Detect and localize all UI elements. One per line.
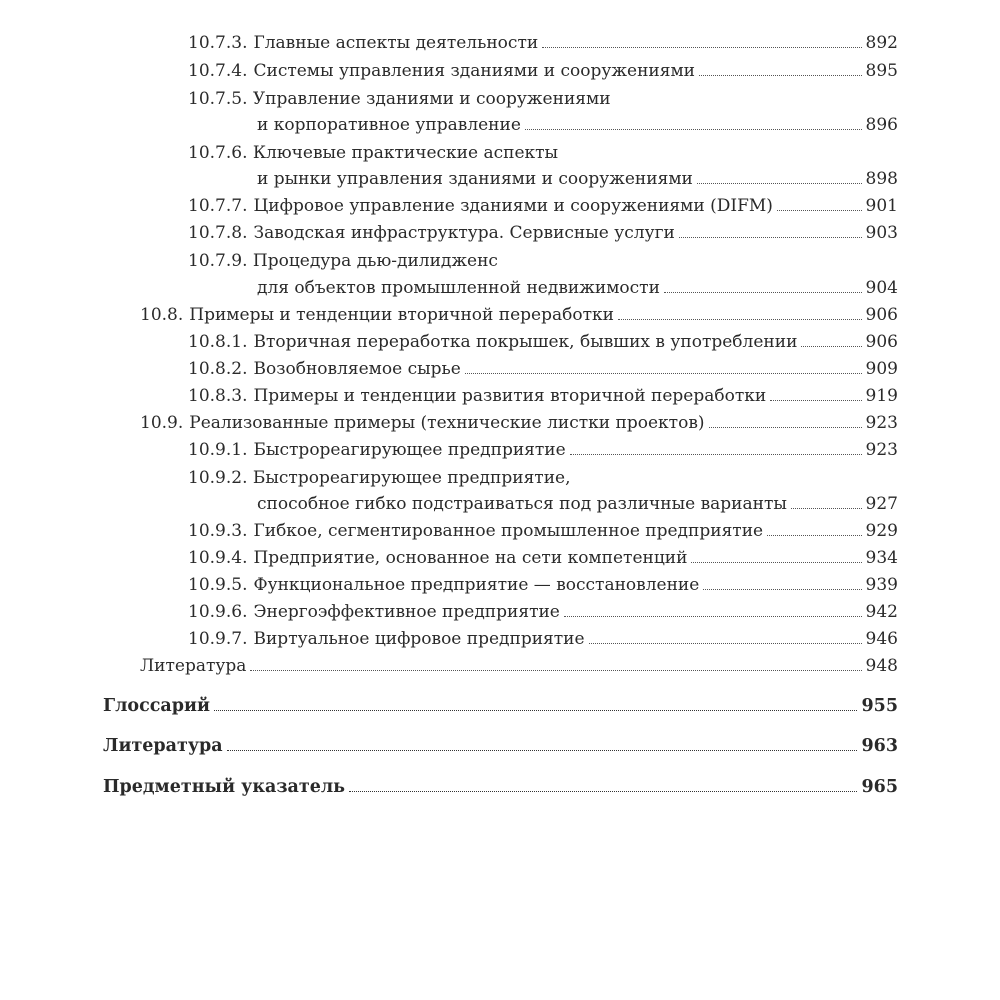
section-title: Ключевые практические аспекты <box>252 143 559 163</box>
section-number: 10.8.2. <box>188 359 248 379</box>
dot-leader <box>770 400 861 401</box>
page-number: 939 <box>865 575 898 595</box>
page-number: 895 <box>865 61 898 81</box>
section-title: Системы управления зданиями и сооружениями <box>253 61 696 81</box>
dot-leader <box>697 183 862 184</box>
dot-leader <box>709 427 862 428</box>
page-number: 948 <box>865 656 898 676</box>
page-number: 934 <box>865 548 898 568</box>
toc-entry-10-9-1[interactable] <box>188 439 898 461</box>
section-title: Быстрореагирующее предприятие, <box>252 468 571 488</box>
page-number: 929 <box>865 521 898 541</box>
toc-entry-10-7-8[interactable] <box>188 222 898 244</box>
section-title: Возобновляемое сырье <box>253 359 461 379</box>
section-number: 10.9.7. <box>188 629 248 649</box>
toc-entry-10-9-5[interactable] <box>188 574 898 596</box>
dot-leader <box>699 75 862 76</box>
section-title: Примеры и тенденции развития вторичной переработки <box>253 386 767 406</box>
toc-entry-10-9-7[interactable] <box>188 628 898 650</box>
toc-entry-literature[interactable] <box>103 735 898 757</box>
toc-entry-10-9-3[interactable] <box>188 520 898 542</box>
page-number: 923 <box>865 440 898 460</box>
section-number: 10.9. <box>140 413 184 433</box>
section-title: Заводская инфраструктура. Сервисные услуги <box>253 223 675 243</box>
dot-leader <box>691 562 861 563</box>
section-title: Предприятие, основанное на сети компетенций <box>253 548 688 568</box>
toc-entry-10-8-3[interactable] <box>188 385 898 407</box>
section-number: 10.9.5. <box>188 575 248 595</box>
section-title: Глоссарий <box>103 696 210 716</box>
dot-leader <box>767 535 861 536</box>
page-number: 898 <box>865 169 898 189</box>
section-title: Вторичная переработка покрышек, бывших в употреблении <box>253 332 798 352</box>
page-number: 946 <box>865 629 898 649</box>
page-number: 896 <box>865 115 898 135</box>
page-number: 963 <box>861 736 898 756</box>
section-title: Управление зданиями и сооружениями <box>252 89 611 109</box>
section-number: 10.7.5. <box>188 89 248 109</box>
toc-entry-glossary[interactable] <box>103 695 898 717</box>
dot-leader <box>525 129 862 130</box>
section-number: 10.7.6. <box>188 143 248 163</box>
dot-leader <box>465 373 862 374</box>
section-number: 10.7.3. <box>188 33 248 53</box>
dot-leader <box>679 237 862 238</box>
section-number: 10.7.9. <box>188 251 248 271</box>
section-number: 10.7.8. <box>188 223 248 243</box>
toc-entry-10-7-6[interactable] <box>257 168 898 190</box>
toc-entry-10-7-9[interactable] <box>257 277 898 299</box>
dot-leader <box>564 616 862 617</box>
section-title: Предметный указатель <box>103 777 346 797</box>
section-number: 10.8. <box>140 305 184 325</box>
section-number: 10.9.3. <box>188 521 248 541</box>
dot-leader <box>542 47 861 48</box>
page-number: 906 <box>865 332 898 352</box>
dot-leader <box>664 292 862 293</box>
section-title: Виртуальное цифровое предприятие <box>253 629 585 649</box>
dot-leader <box>227 750 858 751</box>
toc-entry-10-7-5-first-line[interactable] <box>188 88 611 110</box>
dot-leader <box>801 346 861 347</box>
section-number: 10.8.3. <box>188 386 248 406</box>
toc-entry-10-7-9-first-line[interactable] <box>188 250 498 272</box>
section-title: Быстрореагирующее предприятие <box>253 440 566 460</box>
toc-entry-10-7-7[interactable] <box>188 195 898 217</box>
toc-entry-chapter-literature[interactable] <box>140 655 898 677</box>
section-title: Главные аспекты деятельности <box>253 33 539 53</box>
toc-entry-10-8[interactable] <box>140 304 898 326</box>
dot-leader <box>777 210 862 211</box>
section-title: Функциональное предприятие — восстановление <box>253 575 700 595</box>
toc-entry-subject-index[interactable] <box>103 776 898 798</box>
page-number: 955 <box>861 696 898 716</box>
section-number: 10.8.1. <box>188 332 248 352</box>
dot-leader <box>570 454 862 455</box>
page-number: 892 <box>865 33 898 53</box>
page-number: 919 <box>865 386 898 406</box>
section-number: 10.9.1. <box>188 440 248 460</box>
section-title-continued: и корпоративное управление <box>257 115 521 135</box>
page-number: 965 <box>861 777 898 797</box>
dot-leader <box>589 643 862 644</box>
section-title: Литература <box>103 736 223 756</box>
toc-entry-10-9[interactable] <box>140 412 898 434</box>
toc-entry-10-8-1[interactable] <box>188 331 898 353</box>
toc-entry-10-7-4[interactable] <box>188 60 898 82</box>
dot-leader <box>703 589 861 590</box>
section-title: Литература <box>140 656 247 676</box>
section-title-continued: и рынки управления зданиями и сооружениями <box>257 169 693 189</box>
section-title-continued: способное гибко подстраиваться под различные варианты <box>257 494 787 514</box>
dot-leader <box>214 710 858 711</box>
page-number: 904 <box>865 278 898 298</box>
toc-entry-10-8-2[interactable] <box>188 358 898 380</box>
page-number: 901 <box>865 196 898 216</box>
toc-entry-10-7-6-first-line[interactable] <box>188 142 558 164</box>
section-title-continued: для объектов промышленной недвижимости <box>257 278 660 298</box>
section-title: Примеры и тенденции вторичной переработки <box>189 305 614 325</box>
section-title: Процедура дью-дилидженс <box>252 251 498 271</box>
toc-entry-10-9-2[interactable] <box>257 493 898 515</box>
section-number: 10.9.6. <box>188 602 248 622</box>
section-number: 10.7.7. <box>188 196 248 216</box>
section-title: Энергоэффективное предприятие <box>253 602 560 622</box>
toc-entry-10-9-2-first-line[interactable] <box>188 467 571 489</box>
page-number: 906 <box>865 305 898 325</box>
dot-leader <box>791 508 862 509</box>
page-number: 903 <box>865 223 898 243</box>
page-number: 942 <box>865 602 898 622</box>
toc-entry-10-7-5[interactable] <box>257 114 898 136</box>
section-number: 10.7.4. <box>188 61 248 81</box>
page-number: 909 <box>865 359 898 379</box>
section-title: Гибкое, сегментированное промышленное предприятие <box>253 521 764 541</box>
dot-leader <box>250 670 861 671</box>
page-number: 927 <box>865 494 898 514</box>
section-title: Реализованные примеры (технические листки проектов) <box>189 413 705 433</box>
toc-entry-10-7-3[interactable] <box>188 32 898 54</box>
section-number: 10.9.2. <box>188 468 248 488</box>
dot-leader <box>618 319 862 320</box>
section-title: Цифровое управление зданиями и сооружениями (DIFM) <box>253 196 773 216</box>
dot-leader <box>349 791 857 792</box>
toc-entry-10-9-6[interactable] <box>188 601 898 623</box>
toc-entry-10-9-4[interactable] <box>188 547 898 569</box>
section-number: 10.9.4. <box>188 548 248 568</box>
page-number: 923 <box>865 413 898 433</box>
